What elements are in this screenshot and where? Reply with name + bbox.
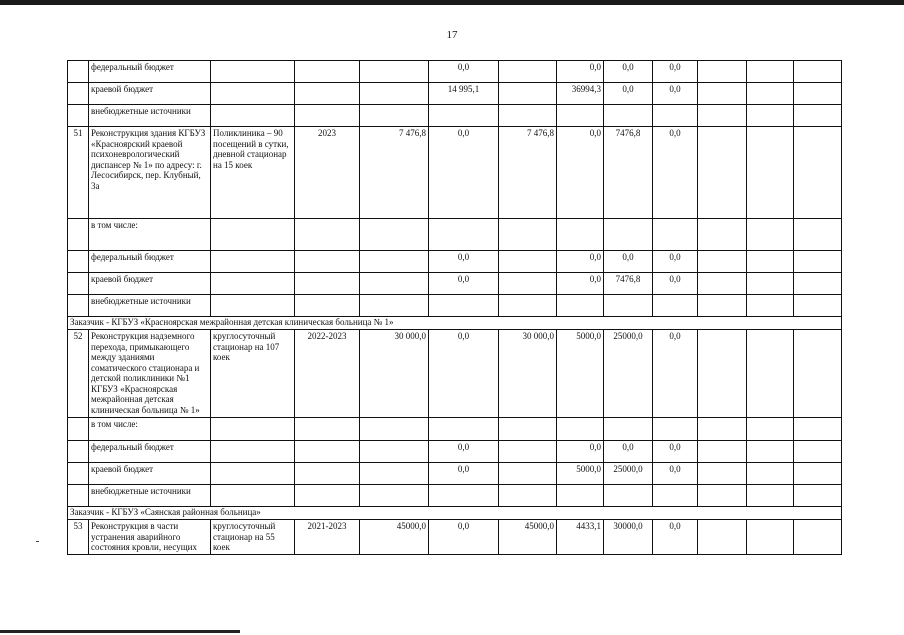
object-name: федеральный бюджет [89, 61, 211, 83]
value-cell [499, 418, 557, 441]
empty-cell [698, 127, 747, 219]
value-cell [604, 295, 653, 317]
period [295, 61, 360, 83]
value-cell: 25000,0 [604, 330, 653, 418]
empty-cell [794, 105, 842, 127]
empty-cell [698, 441, 747, 463]
value-cell: 45000,0 [499, 520, 557, 555]
empty-cell [698, 520, 747, 555]
table-row [68, 83, 842, 105]
object-name: внебюджетные источники [89, 105, 211, 127]
value-cell [499, 83, 557, 105]
value-cell: 0,0 [653, 441, 698, 463]
empty-cell [794, 251, 842, 273]
customer-heading: Заказчик - КГБУЗ «Саянская районная больница» [68, 507, 842, 520]
customer-heading: Заказчик - КГБУЗ «Красноярская межрайонная детская клиническая больница № 1» [68, 317, 842, 330]
estimated-cost [360, 463, 429, 485]
empty-cell [794, 83, 842, 105]
row-number [68, 463, 89, 485]
estimated-cost [360, 219, 429, 251]
value-cell: 0,0 [653, 520, 698, 555]
value-cell [653, 219, 698, 251]
table-row [68, 463, 842, 485]
empty-cell [747, 441, 794, 463]
empty-cell [698, 330, 747, 418]
period: 2022-2023 [295, 330, 360, 418]
capacity [211, 273, 295, 295]
object-name: внебюджетные источники [89, 295, 211, 317]
object-name: в том числе: [89, 219, 211, 251]
value-cell [499, 105, 557, 127]
value-cell: 0,0 [429, 273, 499, 295]
period [295, 295, 360, 317]
row-number [68, 295, 89, 317]
page-number: 17 [446, 29, 458, 41]
table-row [68, 441, 842, 463]
empty-cell [698, 105, 747, 127]
object-name: в том числе: [89, 418, 211, 441]
empty-cell [747, 418, 794, 441]
value-cell: 0,0 [429, 463, 499, 485]
value-cell [499, 273, 557, 295]
value-cell [499, 295, 557, 317]
row-number: 52 [68, 330, 89, 418]
value-cell: 0,0 [429, 127, 499, 219]
value-cell: 0,0 [429, 61, 499, 83]
value-cell [557, 295, 604, 317]
capacity [211, 61, 295, 83]
object-name: внебюджетные источники [89, 485, 211, 507]
row-number [68, 485, 89, 507]
value-cell: 0,0 [429, 330, 499, 418]
value-cell: 0,0 [604, 441, 653, 463]
value-cell [653, 295, 698, 317]
estimated-cost [360, 83, 429, 105]
value-cell [429, 105, 499, 127]
capacity [211, 105, 295, 127]
value-cell [429, 295, 499, 317]
empty-cell [747, 273, 794, 295]
empty-cell [698, 251, 747, 273]
value-cell [604, 418, 653, 441]
object-name: Реконструкция в части устранения аварийного состояния кровли, несущих [89, 520, 211, 555]
period [295, 219, 360, 251]
value-cell: 0,0 [653, 127, 698, 219]
empty-cell [698, 418, 747, 441]
table-row [68, 273, 842, 295]
capacity: круглосуточный стационар на 55 коек [211, 520, 295, 555]
empty-cell [747, 251, 794, 273]
estimated-cost [360, 485, 429, 507]
period [295, 273, 360, 295]
value-cell: 0,0 [653, 330, 698, 418]
table-row [68, 330, 842, 418]
capacity [211, 295, 295, 317]
value-cell: 0,0 [653, 273, 698, 295]
empty-cell [794, 127, 842, 219]
row-number [68, 105, 89, 127]
empty-cell [747, 83, 794, 105]
scan-bottom-edge [0, 630, 240, 633]
value-cell: 0,0 [653, 61, 698, 83]
value-cell: 30 000,0 [499, 330, 557, 418]
value-cell [429, 219, 499, 251]
empty-cell [794, 520, 842, 555]
object-name: Реконструкция здания КГБУЗ «Красноярский краевой психоневрологический диспансер № 1» по адресу: г. Лесосибирск, пер. Клубный, 3а [89, 127, 211, 219]
estimated-cost [360, 273, 429, 295]
value-cell: 30000,0 [604, 520, 653, 555]
empty-cell [747, 330, 794, 418]
estimated-cost [360, 251, 429, 273]
empty-cell [794, 61, 842, 83]
row-number [68, 418, 89, 441]
empty-cell [747, 105, 794, 127]
value-cell [604, 485, 653, 507]
period [295, 105, 360, 127]
capacity [211, 219, 295, 251]
value-cell: 0,0 [604, 61, 653, 83]
estimated-cost: 45000,0 [360, 520, 429, 555]
object-name: краевой бюджет [89, 83, 211, 105]
empty-cell [698, 273, 747, 295]
empty-cell [698, 485, 747, 507]
table-row [68, 219, 842, 251]
table-row [68, 61, 842, 83]
empty-cell [794, 219, 842, 251]
scan-top-edge [0, 0, 904, 5]
value-cell: 7 476,8 [499, 127, 557, 219]
investment-objects-table [67, 60, 842, 555]
empty-cell [794, 463, 842, 485]
row-number [68, 83, 89, 105]
row-number [68, 251, 89, 273]
period [295, 485, 360, 507]
value-cell: 7476,8 [604, 273, 653, 295]
table-row [68, 127, 842, 219]
empty-cell [747, 127, 794, 219]
value-cell [557, 418, 604, 441]
value-cell: 4433,1 [557, 520, 604, 555]
value-cell [557, 105, 604, 127]
value-cell: 0,0 [557, 273, 604, 295]
value-cell [653, 105, 698, 127]
empty-cell [698, 61, 747, 83]
value-cell: 5000,0 [557, 463, 604, 485]
value-cell [499, 463, 557, 485]
object-name: Реконструкция надземного перехода, примыкающего между зданиями соматического стационара и детской поликлиники №1 КГБУЗ «Красноярская межрайонная детская клиническая больница № 1» [89, 330, 211, 418]
object-name: краевой бюджет [89, 273, 211, 295]
table-row [68, 520, 842, 555]
estimated-cost [360, 105, 429, 127]
value-cell [653, 418, 698, 441]
value-cell [429, 485, 499, 507]
value-cell: 0,0 [653, 83, 698, 105]
table-row [68, 251, 842, 273]
empty-cell [794, 441, 842, 463]
capacity [211, 441, 295, 463]
value-cell [499, 219, 557, 251]
object-name: федеральный бюджет [89, 251, 211, 273]
empty-cell [747, 485, 794, 507]
value-cell: 0,0 [429, 251, 499, 273]
table-row [68, 295, 842, 317]
row-number [68, 61, 89, 83]
value-cell: 36994,3 [557, 83, 604, 105]
object-name: краевой бюджет [89, 463, 211, 485]
capacity [211, 83, 295, 105]
value-cell: 0,0 [429, 441, 499, 463]
value-cell: 0,0 [557, 441, 604, 463]
estimated-cost [360, 295, 429, 317]
period [295, 463, 360, 485]
table-row [68, 105, 842, 127]
value-cell [499, 61, 557, 83]
value-cell: 0,0 [557, 251, 604, 273]
table-row [68, 485, 842, 507]
period [295, 251, 360, 273]
value-cell [499, 441, 557, 463]
estimated-cost [360, 441, 429, 463]
value-cell [499, 251, 557, 273]
value-cell [557, 485, 604, 507]
period [295, 418, 360, 441]
section-row [68, 317, 842, 330]
value-cell: 0,0 [557, 61, 604, 83]
value-cell: 0,0 [604, 83, 653, 105]
row-number [68, 441, 89, 463]
value-cell: 14 995,1 [429, 83, 499, 105]
table-row [68, 418, 842, 441]
value-cell: 0,0 [557, 127, 604, 219]
value-cell: 0,0 [429, 520, 499, 555]
empty-cell [794, 330, 842, 418]
estimated-cost [360, 418, 429, 441]
empty-cell [698, 83, 747, 105]
capacity [211, 418, 295, 441]
empty-cell [794, 418, 842, 441]
value-cell: 25000,0 [604, 463, 653, 485]
value-cell: 5000,0 [557, 330, 604, 418]
value-cell [499, 485, 557, 507]
capacity: Поликлиника – 90 посещений в сутки, дневной стационар на 15 коек [211, 127, 295, 219]
period: 2023 [295, 127, 360, 219]
value-cell: 0,0 [653, 463, 698, 485]
empty-cell [747, 463, 794, 485]
scan-speck [36, 541, 39, 542]
empty-cell [794, 485, 842, 507]
empty-cell [747, 219, 794, 251]
value-cell: 0,0 [604, 251, 653, 273]
capacity [211, 485, 295, 507]
empty-cell [698, 295, 747, 317]
value-cell [604, 219, 653, 251]
estimated-cost [360, 61, 429, 83]
period [295, 441, 360, 463]
section-row [68, 507, 842, 520]
value-cell [557, 219, 604, 251]
empty-cell [698, 219, 747, 251]
period [295, 83, 360, 105]
value-cell [653, 485, 698, 507]
value-cell: 0,0 [653, 251, 698, 273]
estimated-cost: 30 000,0 [360, 330, 429, 418]
capacity [211, 463, 295, 485]
empty-cell [747, 295, 794, 317]
period: 2021-2023 [295, 520, 360, 555]
estimated-cost: 7 476,8 [360, 127, 429, 219]
empty-cell [747, 61, 794, 83]
value-cell [604, 105, 653, 127]
capacity [211, 251, 295, 273]
row-number [68, 219, 89, 251]
empty-cell [747, 520, 794, 555]
value-cell [429, 418, 499, 441]
empty-cell [794, 295, 842, 317]
empty-cell [698, 463, 747, 485]
row-number [68, 273, 89, 295]
row-number: 51 [68, 127, 89, 219]
empty-cell [794, 273, 842, 295]
capacity: круглосуточный стационар на 107 коек [211, 330, 295, 418]
object-name: федеральный бюджет [89, 441, 211, 463]
row-number: 53 [68, 520, 89, 555]
value-cell: 7476,8 [604, 127, 653, 219]
